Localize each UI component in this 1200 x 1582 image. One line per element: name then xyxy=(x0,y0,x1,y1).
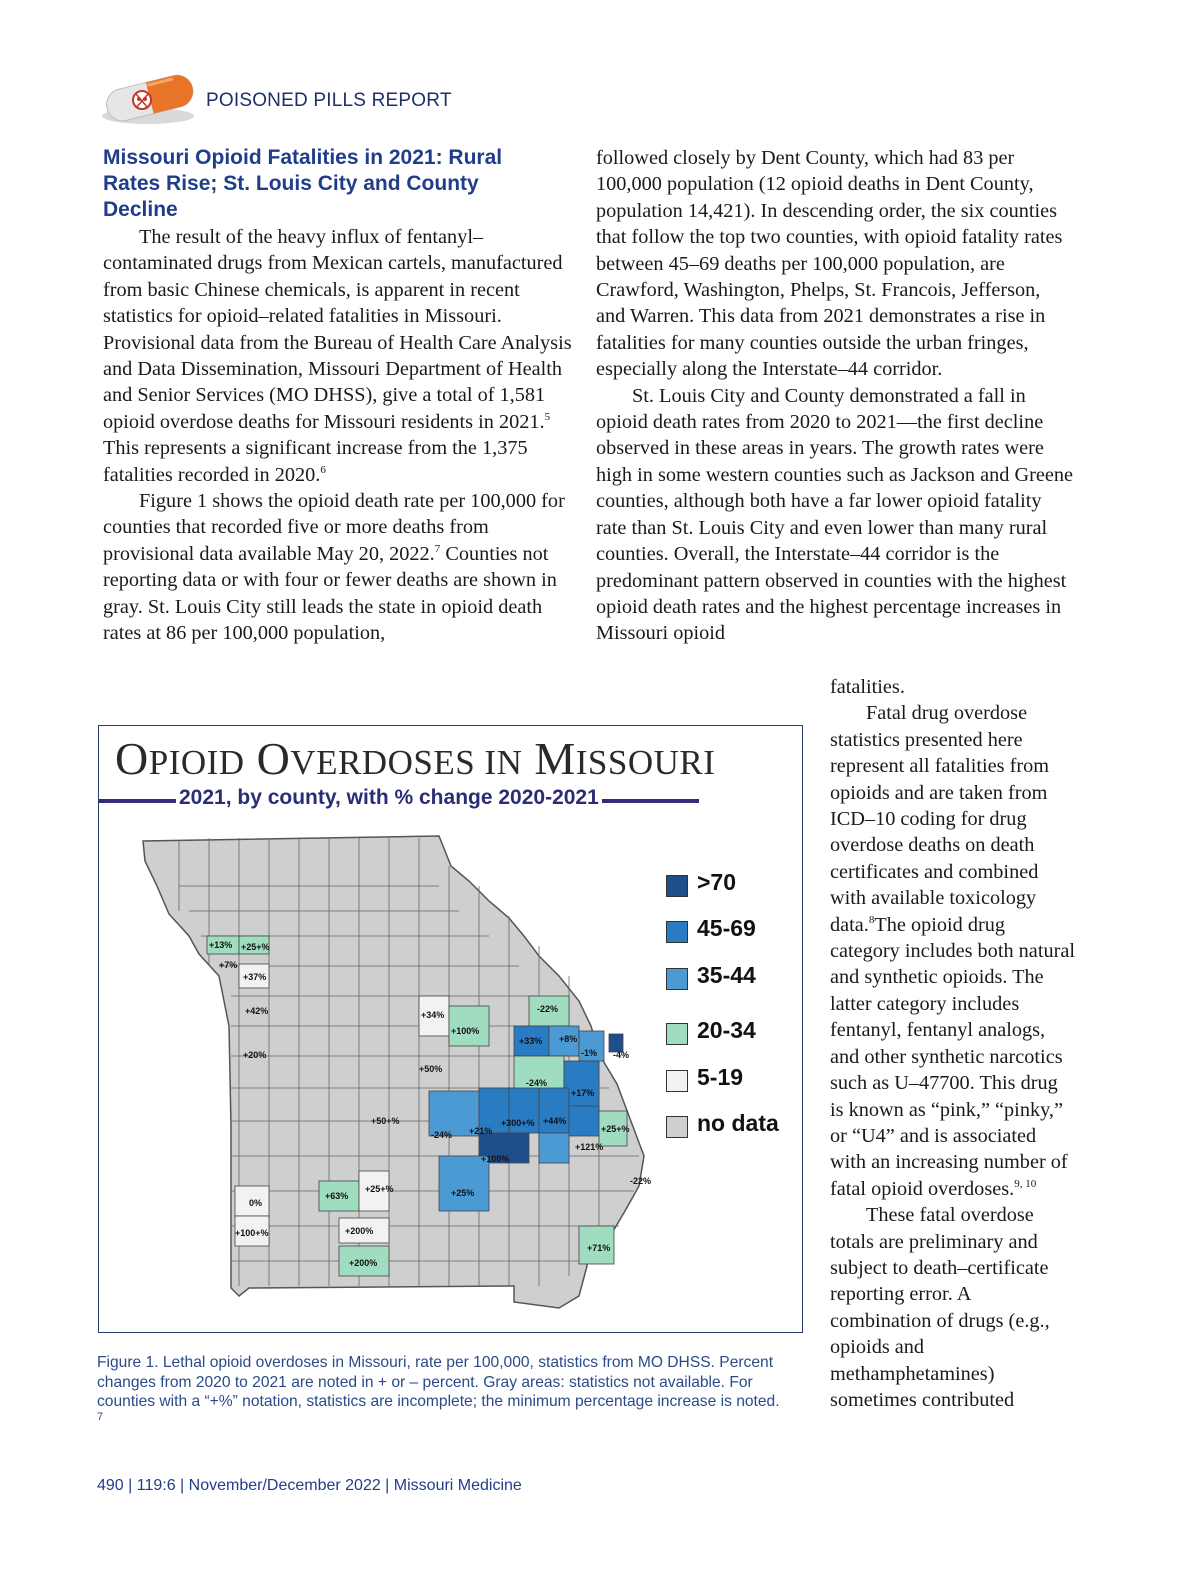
map-label: -1% xyxy=(581,1048,598,1058)
section-label: POISONED PILLS REPORT xyxy=(206,90,452,111)
paragraph-3: followed closely by Dent County, which had 83 per 100,000 population (12 opioid deaths in Dent County, population 14,421). In descending order, the six counties that follow the top two counties, with opioid fatality rates between 45–69 deaths per 100,000 population, are Crawford, Washington, Phelps, St. Francois, Jefferson, and Warren. This data from 2021 demonstrates a rise in fatalities for many counties outside the urban fringes, especially along the Interstate–44 corridor. xyxy=(596,147,1063,381)
missouri-county-map xyxy=(139,826,659,1316)
map-label: +8% xyxy=(559,1034,578,1044)
pill-skull-icon xyxy=(100,72,200,126)
legend-label: 35-44 xyxy=(697,962,756,988)
map-label: +13% xyxy=(209,940,233,950)
map-label: +71% xyxy=(587,1243,611,1253)
map-label: +100% xyxy=(451,1026,480,1036)
map-label: +42% xyxy=(245,1006,269,1016)
map-label: +100% xyxy=(481,1154,510,1164)
county-fill xyxy=(439,1156,489,1211)
paragraph-2: Figure 1 shows the opioid death rate per 100,000 for counties that recorded five or more deaths from provisional data available May 20, 2022.$^7$ Counties not reporting data or with four or fewer deaths are shown in gray. St. Louis City still leads the state in opioid death rates at 86 per 100,000 population, xyxy=(103,490,565,645)
legend-label: no data xyxy=(697,1110,779,1136)
map-label: +17% xyxy=(571,1088,595,1098)
map-label: +25+% xyxy=(365,1184,394,1194)
map-label: +7% xyxy=(219,960,238,970)
footnote-ref[interactable]: 7 xyxy=(434,543,441,556)
map-label: +33% xyxy=(519,1036,543,1046)
legend-label: 20-34 xyxy=(697,1017,756,1043)
footnote-ref[interactable]: 5 xyxy=(544,411,551,424)
left-column xyxy=(103,224,573,647)
legend-swatch xyxy=(666,1023,688,1045)
county-fill xyxy=(539,1133,569,1163)
page-footer: 490 | 119:6 | November/December 2022 | Missouri Medicine xyxy=(97,1477,522,1494)
legend-swatch xyxy=(666,968,688,990)
legend-swatch xyxy=(666,921,688,943)
map-label: +300+% xyxy=(501,1118,535,1128)
map-label: -4% xyxy=(613,1050,630,1060)
paragraph-5: Fatal drug overdose statistics presented here represent all fatalities from opioids and are taken from ICD–10 coding for drug overdose deaths on death certificates and combined with available toxicology data.$^8$The opioid drug category includes both natural and synthetic opioids. The latter category includes fentanyl, fentanyl analogs, and other synthetic narcotics such as U–47700. This drug is known as “pink,” “pinky,” or “U4” and is associated with an increasing number of fatal opioid overdoses.$^{9, 10}$ xyxy=(830,702,1075,1200)
map-label: +25+% xyxy=(601,1124,630,1134)
county-fill xyxy=(539,1088,569,1133)
footnote-ref[interactable]: 6 xyxy=(320,463,326,476)
map-label: +200% xyxy=(345,1226,374,1236)
legend-swatch xyxy=(666,1070,688,1092)
figure-caption: Figure 1. Lethal opioid overdoses in Missouri, rate per 100,000, statistics from MO DHSS. Percent changes from 2020 to 2021 are noted in + or – percent. Gray areas: statistics not available. For counties with a “+%” notation, statistics are incomplete; the minimum percentage increase is noted. $^7$ xyxy=(97,1354,780,1423)
map-label: +25% xyxy=(451,1188,475,1198)
map-label: +34% xyxy=(421,1010,445,1020)
paragraph-4: St. Louis City and County demonstrated a fall in opioid death rates from 2020 to 2021—the first decline observed in these areas in years. The growth rates were high in some western counties such as Jackson and Greene counties, although both have a far lower opioid fatality rate than St. Louis City and even lower than many rural counties. Overall, the Interstate–44 corridor is the predominant pattern observed in counties with the highest opioid death rates and the highest percentage increases in Missouri opioid xyxy=(596,384,1074,645)
map-label: +50% xyxy=(419,1064,443,1074)
right-column xyxy=(596,145,1074,647)
footnote-ref[interactable]: 7 xyxy=(97,1410,104,1423)
county-fill xyxy=(569,1106,599,1136)
map-label: -24% xyxy=(431,1130,453,1140)
map-label: +44% xyxy=(543,1116,567,1126)
legend-label: >70 xyxy=(697,869,737,895)
map-label: -22% xyxy=(537,1004,559,1014)
article-headline: Missouri Opioid Fatalities in 2021: Rural Rates Rise; St. Louis City and County Decline xyxy=(103,146,503,221)
map-label: +121% xyxy=(575,1142,604,1152)
paragraph-6: These fatal overdose totals are preliminary and subject to death–certificate reporting error. A combination of drugs (e.g., opioids and methamphetamines) sometimes contributed xyxy=(830,1204,1050,1411)
paragraph-1: The result of the heavy influx of fentanyl–contaminated drugs from Mexican cartels, manufactured from basic Chinese chemicals, is apparent in recent statistics for opioid–related fatalities in Missouri. Provisional data from the Bureau of Health Care Analysis and Data Dissemination, Missouri Department of Health and Senior Services (MO DHSS), give a total of 1,581 opioid overdose deaths for Missouri residents in 2021.$^5$ This represents a significant increase from the 1,375 fatalities recorded in 2020.$^6$ xyxy=(103,226,572,486)
paragraph-4-end: fatalities. xyxy=(830,676,905,698)
legend-label: 5-19 xyxy=(697,1064,744,1090)
legend-swatch xyxy=(666,875,688,897)
figure-subtitle: 2021, by county, with % change 2020-2021 xyxy=(176,786,602,810)
map-label: +20% xyxy=(243,1050,267,1060)
map-label: +50+% xyxy=(371,1116,400,1126)
map-label: -22% xyxy=(629,1176,651,1186)
map-label: +100+% xyxy=(235,1228,269,1238)
legend-swatch xyxy=(666,1116,688,1138)
figure-1 xyxy=(98,725,803,1333)
map-label: +37% xyxy=(243,972,267,982)
narrow-column xyxy=(830,674,1075,1413)
footnote-ref[interactable]: 9, 10 xyxy=(1014,1177,1037,1190)
map-label: +63% xyxy=(325,1191,349,1201)
map-label: 0% xyxy=(249,1198,263,1208)
map-label: -24% xyxy=(526,1078,548,1088)
map-label: +21% xyxy=(469,1126,493,1136)
legend-label: 45-69 xyxy=(697,915,756,941)
footnote-ref[interactable]: 8 xyxy=(868,913,875,926)
map-label: +25+% xyxy=(241,942,270,952)
map-label: +200% xyxy=(349,1258,378,1268)
figure-title: OPIOID OVERDOSES IN MISSOURI xyxy=(115,733,716,784)
